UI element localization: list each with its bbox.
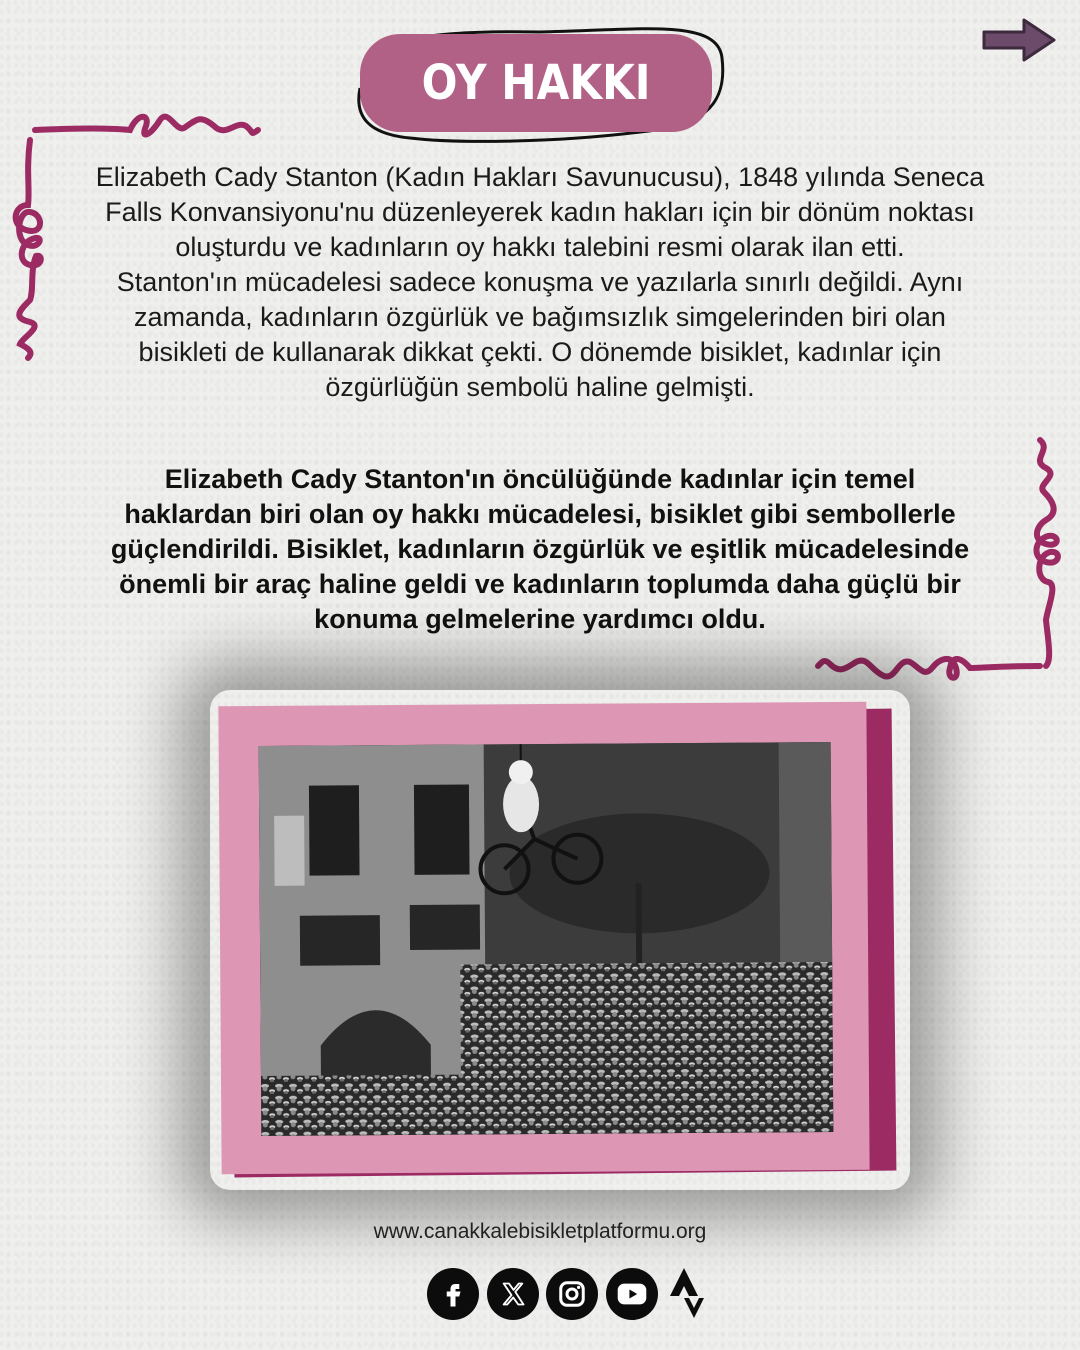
website-link[interactable]: www.canakkalebisikletplatformu.org [373, 1220, 707, 1243]
instagram-icon[interactable] [546, 1268, 598, 1320]
youtube-icon[interactable] [606, 1268, 658, 1320]
title-banner [360, 34, 712, 132]
intro-text [90, 160, 990, 405]
historical-photo [259, 742, 834, 1136]
facebook-icon[interactable] [427, 1268, 479, 1320]
intro-paragraph-1: Elizabeth Cady Stanton (Kadın Hakları Savunucusu), 1848 yılında Seneca Falls Konvansiyonu'nu düzenleyerek kadın hakları için bir dönüm noktası oluşturdu ve kadınların oy hakkı talebini resmi olarak ilan etti. [95, 162, 985, 262]
next-arrow-icon[interactable] [980, 14, 1058, 66]
summary-text: Elizabeth Cady Stanton'ın öncülüğünde kadınlar için temel haklardan biri olan oy hakkı mücadelesi, bisiklet gibi sembollerle güçlendirildi. Bisiklet, kadınların özgürlük ve eşitlik mücadelesinde önemli bir araç haline geldi ve kadınların toplumda daha güçlü bir konuma gelmelerine yardımcı oldu. [110, 464, 970, 634]
strava-icon[interactable] [666, 1266, 706, 1322]
x-icon[interactable] [487, 1268, 539, 1320]
page-title: OY HAKKI [421, 55, 651, 111]
intro-paragraph-2: Stanton'ın mücadelesi sadece konuşma ve yazılarla sınırlı değildi. Aynı zamanda, kadınların özgürlük ve bağımsızlık simgelerinden biri olan bisikleti de kullanarak dikkat çekti. O dönemde bisiklet, kadınlar için özgürlüğün sembolü haline gelmişti. [116, 267, 964, 402]
